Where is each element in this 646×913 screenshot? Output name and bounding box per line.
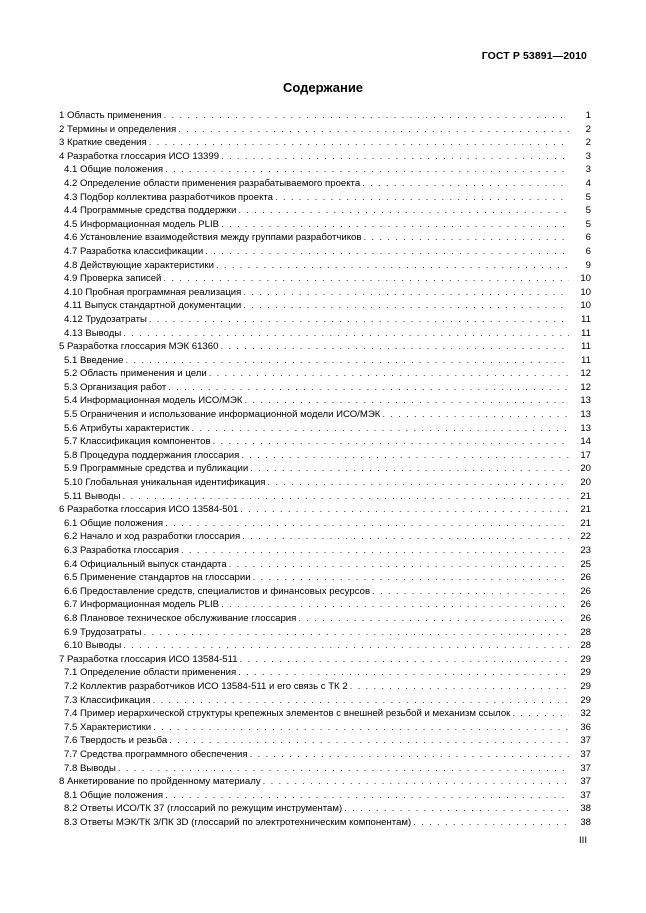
toc-entry-label: 7.1 Определение области применения xyxy=(64,667,237,679)
toc-entry-label: 4.5 Информационная модель PLIB xyxy=(64,218,220,230)
toc-entry-label: 6.3 Разработка глоссария xyxy=(64,545,179,556)
toc-entry[interactable] xyxy=(59,707,591,721)
toc-entry[interactable] xyxy=(59,231,591,245)
toc-entry[interactable] xyxy=(59,490,591,504)
toc-entry-label: 6.5 Применение стандартов на глоссарии xyxy=(64,572,251,584)
dot-leader xyxy=(149,136,569,150)
toc-entry-label: 5.2 Область применения и цели xyxy=(64,368,207,380)
toc-entry[interactable] xyxy=(59,571,591,585)
toc-entry-page: 29 xyxy=(580,667,591,679)
toc-entry-page: 38 xyxy=(580,803,591,815)
toc-entry[interactable] xyxy=(59,517,591,531)
toc-entry-page: 10 xyxy=(580,273,591,285)
toc-entry[interactable] xyxy=(59,680,591,694)
toc-entry[interactable] xyxy=(59,272,591,286)
page-number: III xyxy=(579,835,587,846)
table-of-contents xyxy=(59,109,591,829)
toc-entry-page: 12 xyxy=(580,381,591,393)
toc-entry-label: 5.7 Классификация компонентов xyxy=(64,436,211,448)
toc-entry[interactable] xyxy=(59,721,591,735)
toc-entry-page: 2 xyxy=(585,123,591,135)
toc-entry[interactable] xyxy=(59,218,591,232)
toc-entry-label: 6.9 Трудозатраты xyxy=(64,626,142,638)
toc-entry-label: 5.10 Глобальная уникальная идентификация xyxy=(64,477,266,489)
toc-entry-page: 20 xyxy=(580,463,591,475)
toc-entry[interactable] xyxy=(59,694,591,708)
toc-entry[interactable] xyxy=(59,245,591,259)
toc-entry-label: 6.10 Выводы xyxy=(64,640,122,652)
dot-leader xyxy=(163,272,569,286)
dot-leader xyxy=(298,612,569,626)
toc-entry-page: 28 xyxy=(580,626,591,638)
toc-entry-page: 14 xyxy=(580,436,591,448)
toc-entry[interactable] xyxy=(59,259,591,273)
toc-entry-label: 8.2 Ответы ИСО/ТК 37 (глоссарий по режущим инструментам) xyxy=(64,803,343,815)
dot-leader xyxy=(221,218,569,232)
dot-leader xyxy=(191,422,569,436)
toc-entry-page: 28 xyxy=(580,640,591,652)
toc-entry-page: 21 xyxy=(580,517,591,529)
toc-entry-label: 4.3 Подбор коллектива разработчиков проекта xyxy=(64,191,273,203)
toc-entry-label: 5.4 Информационная модель ИСО/МЭК xyxy=(64,395,243,407)
toc-entry-page: 37 xyxy=(580,762,591,774)
dot-leader xyxy=(153,721,569,735)
toc-entry[interactable] xyxy=(59,626,591,640)
toc-entry-page: 11 xyxy=(581,341,591,353)
toc-entry-page: 20 xyxy=(580,477,591,489)
toc-entry-label: 4.7 Разработка классификации xyxy=(64,245,204,257)
toc-entry[interactable] xyxy=(59,136,591,150)
toc-entry-page: 11 xyxy=(581,327,591,339)
dot-leader xyxy=(243,286,569,300)
toc-entry-label: 7.6 Твердость и резьба xyxy=(64,735,168,747)
toc-entry-label: 5.3 Организация работ xyxy=(64,381,167,393)
dot-leader xyxy=(144,626,569,640)
dot-leader xyxy=(238,666,569,680)
dot-leader xyxy=(382,408,569,422)
toc-entry-label: 7.3 Классификация xyxy=(64,694,151,706)
toc-entry-label: 7.7 Средства программного обеспечения xyxy=(64,748,248,760)
dot-leader xyxy=(165,163,569,177)
toc-entry-page: 29 xyxy=(580,694,591,706)
toc-entry-label: 4 Разработка глоссария ИСО 13399 xyxy=(59,150,220,162)
toc-entry[interactable] xyxy=(59,748,591,762)
toc-entry[interactable] xyxy=(59,639,591,653)
toc-entry[interactable] xyxy=(59,558,591,572)
toc-entry[interactable] xyxy=(59,340,591,354)
toc-entry[interactable] xyxy=(59,204,591,218)
dot-leader xyxy=(242,530,569,544)
toc-entry-label: 7 Разработка глоссария ИСО 13584-511 xyxy=(59,653,238,665)
toc-entry[interactable] xyxy=(59,653,591,667)
toc-entry-page: 5 xyxy=(585,218,591,230)
toc-entry-label: 5.8 Процедура поддержания глоссария xyxy=(64,449,240,461)
toc-entry[interactable] xyxy=(59,666,591,680)
toc-entry-page: 21 xyxy=(580,504,591,516)
dot-leader xyxy=(263,775,569,789)
dot-leader xyxy=(178,123,569,137)
toc-entry-label: 4.4 Программные средства поддержки xyxy=(64,205,237,217)
toc-entry-page: 26 xyxy=(580,585,591,597)
toc-entry-page: 37 xyxy=(580,789,591,801)
dot-leader xyxy=(209,367,569,381)
toc-entry-page: 26 xyxy=(580,612,591,624)
dot-leader xyxy=(169,734,569,748)
dot-leader xyxy=(372,585,569,599)
toc-entry-label: 5.11 Выводы xyxy=(64,490,121,502)
toc-entry[interactable] xyxy=(59,109,591,123)
toc-entry-label: 4.10 Пробная программная реализация xyxy=(64,286,242,298)
toc-entry-label: 8 Анкетирование по пройденному материалу xyxy=(59,776,261,788)
toc-entry[interactable] xyxy=(59,150,591,164)
toc-entry-page: 6 xyxy=(585,232,591,244)
toc-entry[interactable] xyxy=(59,422,591,436)
toc-entry-label: 2 Термины и определения xyxy=(59,123,177,135)
toc-entry[interactable] xyxy=(59,327,591,341)
toc-entry-page: 10 xyxy=(580,300,591,312)
toc-entry[interactable] xyxy=(59,163,591,177)
toc-entry-label: 3 Краткие сведения xyxy=(59,137,147,149)
toc-entry-label: 4.1 Общие положения xyxy=(64,164,164,176)
toc-entry-page: 3 xyxy=(585,150,591,162)
dot-leader xyxy=(253,571,569,585)
toc-entry-label: 7.4 Пример иерархической структуры крепежных элементов с внешней резьбой и механизм ссылок xyxy=(64,708,511,720)
toc-entry[interactable] xyxy=(59,449,591,463)
toc-entry-label: 7.2 Коллектив разработчиков ИСО 13584-511 и его связь с ТК 2 xyxy=(64,680,348,692)
toc-entry[interactable] xyxy=(59,435,591,449)
toc-entry[interactable] xyxy=(59,177,591,191)
toc-entry[interactable] xyxy=(59,544,591,558)
dot-leader xyxy=(250,462,569,476)
toc-entry-page: 37 xyxy=(580,748,591,760)
dot-leader xyxy=(362,177,569,191)
page-title: Содержание xyxy=(282,80,364,95)
dot-leader xyxy=(243,299,569,313)
toc-entry-page: 5 xyxy=(585,191,591,203)
dot-leader xyxy=(123,639,569,653)
toc-entry-label: 6.1 Общие положения xyxy=(64,517,164,529)
toc-entry[interactable] xyxy=(59,191,591,205)
dot-leader xyxy=(168,381,569,395)
toc-entry-page: 37 xyxy=(580,735,591,747)
toc-entry-page: 22 xyxy=(580,531,591,543)
dot-leader xyxy=(238,204,569,218)
toc-entry-page: 29 xyxy=(580,653,591,665)
dot-leader xyxy=(240,653,569,667)
toc-entry-page: 10 xyxy=(580,286,591,298)
toc-entry-page: 13 xyxy=(580,395,591,407)
toc-entry-label: 6 Разработка глоссария ИСО 13584-501 xyxy=(59,504,239,516)
toc-entry-label: 6.2 Начало и ход разработки глоссария xyxy=(64,531,241,543)
toc-entry-page: 25 xyxy=(580,558,591,570)
toc-entry[interactable] xyxy=(59,802,591,816)
toc-entry-label: 8.3 Ответы МЭК/ТК 3/ПК 3D (глоссарий по электротехническим компонентам) xyxy=(64,816,412,828)
toc-entry-page: 3 xyxy=(585,164,591,176)
toc-entry[interactable] xyxy=(59,313,591,327)
toc-entry-page: 17 xyxy=(580,449,591,461)
toc-entry-label: 5.1 Введение xyxy=(64,354,124,366)
dot-leader xyxy=(165,517,569,531)
toc-entry-page: 6 xyxy=(585,245,591,257)
toc-entry-page: 26 xyxy=(580,599,591,611)
toc-entry[interactable] xyxy=(59,123,591,137)
toc-entry-label: 4.12 Трудозатраты xyxy=(64,313,147,325)
dot-leader xyxy=(125,354,569,368)
dot-leader xyxy=(118,762,569,776)
dot-leader xyxy=(364,231,570,245)
toc-entry-page: 13 xyxy=(580,422,591,434)
toc-entry[interactable] xyxy=(59,367,591,381)
dot-leader xyxy=(165,789,569,803)
dot-leader xyxy=(229,558,569,572)
toc-entry-label: 4.9 Проверка записей xyxy=(64,273,162,285)
toc-entry[interactable] xyxy=(59,612,591,626)
toc-entry-label: 7.5 Характеристики xyxy=(64,721,152,733)
toc-entry-page: 4 xyxy=(585,177,591,189)
toc-entry[interactable] xyxy=(59,408,591,422)
toc-entry-label: 6.8 Плановое техническое обслуживание глоссария xyxy=(64,612,297,624)
toc-entry[interactable] xyxy=(59,299,591,313)
toc-entry-label: 5.9 Программные средства и публикации xyxy=(64,463,249,475)
dot-leader xyxy=(240,503,569,517)
dot-leader xyxy=(275,191,569,205)
toc-entry[interactable] xyxy=(59,762,591,776)
toc-entry-label: 6.6 Предоставление средств, специалистов и финансовых ресурсов xyxy=(64,585,371,597)
dot-leader xyxy=(267,476,569,490)
dot-leader xyxy=(205,245,569,259)
dot-leader xyxy=(250,748,569,762)
toc-entry-page: 11 xyxy=(581,354,591,366)
dot-leader xyxy=(123,327,569,341)
toc-entry-page: 38 xyxy=(580,816,591,828)
toc-entry[interactable] xyxy=(59,503,591,517)
dot-leader xyxy=(245,394,570,408)
dot-leader xyxy=(413,816,569,830)
toc-entry-page: 26 xyxy=(580,572,591,584)
toc-entry-page: 11 xyxy=(581,313,591,325)
dot-leader xyxy=(216,259,569,273)
dot-leader xyxy=(213,435,569,449)
toc-entry-page: 21 xyxy=(580,490,591,502)
toc-entry-label: 6.7 Информационная модель PLIB xyxy=(64,599,220,611)
dot-leader xyxy=(220,340,569,354)
toc-entry-label: 7.8 Выводы xyxy=(64,762,116,774)
toc-entry-label: 8.1 Общие положения xyxy=(64,789,164,801)
dot-leader xyxy=(164,109,569,123)
toc-entry[interactable] xyxy=(59,734,591,748)
dot-leader xyxy=(344,802,569,816)
dot-leader xyxy=(221,150,569,164)
toc-entry-label: 4.6 Установление взаимодействия между группами разработчиков xyxy=(64,232,362,244)
toc-entry[interactable] xyxy=(59,816,591,830)
dot-leader xyxy=(241,449,569,463)
standard-number: ГОСТ Р 53891—2010 xyxy=(481,50,587,62)
dot-leader xyxy=(221,598,569,612)
toc-entry-page: 5 xyxy=(585,205,591,217)
toc-entry-page: 37 xyxy=(580,776,591,788)
dot-leader xyxy=(350,680,569,694)
toc-entry[interactable] xyxy=(59,775,591,789)
toc-entry-page: 12 xyxy=(580,368,591,380)
toc-entry-label: 1 Область применения xyxy=(59,110,162,121)
toc-entry-page: 2 xyxy=(585,137,591,149)
toc-entry-label: 4.11 Выпуск стандартной документации xyxy=(64,300,242,312)
toc-entry-label: 4.8 Действующие характеристики xyxy=(64,259,214,271)
toc-entry[interactable] xyxy=(59,381,591,395)
toc-entry-page: 23 xyxy=(580,545,591,556)
toc-entry[interactable] xyxy=(59,394,591,408)
toc-entry[interactable] xyxy=(59,530,591,544)
toc-entry[interactable] xyxy=(59,789,591,803)
toc-entry-label: 5.5 Ограничения и использование информационной модели ИСО/МЭК xyxy=(64,409,381,421)
toc-entry-page: 36 xyxy=(580,721,591,733)
dot-leader xyxy=(153,694,569,708)
toc-entry-label: 5 Разработка глоссария МЭК 61360 xyxy=(59,341,219,353)
toc-entry[interactable] xyxy=(59,598,591,612)
toc-entry-label: 4.13 Выводы xyxy=(64,327,122,339)
toc-entry[interactable] xyxy=(59,462,591,476)
toc-entry[interactable] xyxy=(59,354,591,368)
toc-entry-label: 5.6 Атрибуты характеристик xyxy=(64,422,190,434)
toc-entry-label: 6.4 Официальный выпуск стандарта xyxy=(64,558,227,570)
toc-entry-page: 9 xyxy=(585,259,591,271)
dot-leader xyxy=(512,707,569,721)
toc-entry[interactable] xyxy=(59,585,591,599)
dot-leader xyxy=(149,313,569,327)
toc-entry[interactable] xyxy=(59,476,591,490)
toc-entry[interactable] xyxy=(59,286,591,300)
toc-entry-page: 1 xyxy=(585,110,591,121)
toc-entry-page: 13 xyxy=(580,409,591,421)
toc-entry-page: 32 xyxy=(580,708,591,720)
dot-leader xyxy=(181,544,569,558)
dot-leader xyxy=(123,490,569,504)
toc-entry-page: 29 xyxy=(580,680,591,692)
toc-entry-label: 4.2 Определение области применения разрабатываемого проекта xyxy=(64,177,361,189)
